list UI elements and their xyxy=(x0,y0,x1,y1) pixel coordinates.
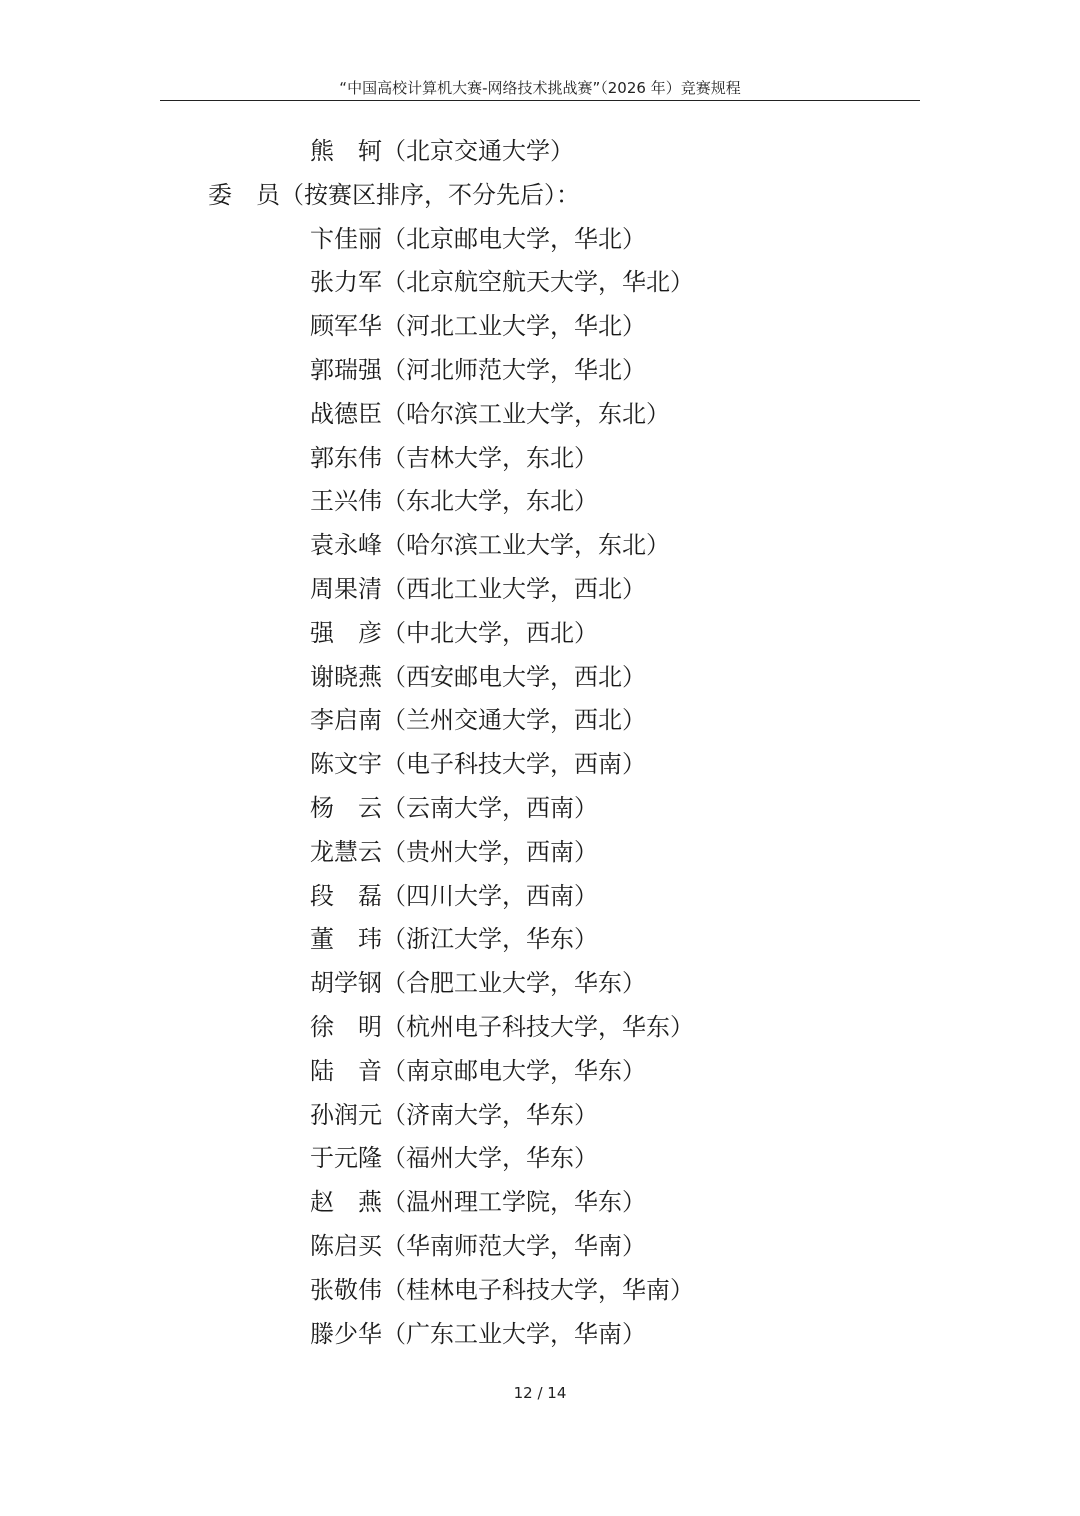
list-item: 强 彦（中北大学，西北） xyxy=(310,618,598,647)
list-item: 顾军华（河北工业大学，华北） xyxy=(310,312,646,341)
list-item: 战德臣（哈尔滨工业大学，东北） xyxy=(310,399,670,428)
list-item: 郭东伟（吉林大学，东北） xyxy=(310,443,598,472)
list-item: 谢晓燕（西安邮电大学，西北） xyxy=(310,662,646,691)
committee-list xyxy=(0,130,1080,1356)
list-item: 袁永峰（哈尔滨工业大学，东北） xyxy=(310,531,670,560)
list-item: 龙慧云（贵州大学，西南） xyxy=(310,837,598,866)
list-item: 孙润元（济南大学，华东） xyxy=(310,1100,598,1129)
list-item: 陈启买（华南师范大学，华南） xyxy=(310,1231,646,1260)
list-item: 陈文宇（电子科技大学，西南） xyxy=(310,750,646,779)
list-item: 赵 燕（温州理工学院，华东） xyxy=(310,1188,646,1217)
header-divider xyxy=(160,100,920,101)
list-item: 段 磊（四川大学，西南） xyxy=(310,881,598,910)
list-item: 徐 明（杭州电子科技大学，华东） xyxy=(310,1012,694,1041)
list-item: 周果清（西北工业大学，西北） xyxy=(310,574,646,603)
list-item: 张力军（北京航空航天大学，华北） xyxy=(310,268,694,297)
list-item: 董 玮（浙江大学，华东） xyxy=(310,925,598,954)
list-item: 胡学钢（合肥工业大学，华东） xyxy=(310,969,646,998)
page-number: 12 / 14 xyxy=(513,1384,567,1402)
list-item: 张敬伟（桂林电子科技大学，华南） xyxy=(310,1275,694,1304)
list-item: 陆 音（南京邮电大学，华东） xyxy=(310,1056,646,1085)
list-item: 李启南（兰州交通大学，西北） xyxy=(310,706,646,735)
page-header-title: “中国高校计算机大赛-网络技术挑战赛”（2026 年）竞赛规程 xyxy=(339,79,741,97)
list-item: 滕少华（广东工业大学，华南） xyxy=(310,1319,646,1348)
list-item: 卞佳丽（北京邮电大学，华北） xyxy=(310,224,646,253)
list-item: 王兴伟（东北大学，东北） xyxy=(310,487,598,516)
list-item: 熊 轲（北京交通大学） xyxy=(310,137,574,165)
list-item: 于元隆（福州大学，华东） xyxy=(310,1144,598,1173)
list-item: 杨 云（云南大学，西南） xyxy=(310,793,598,822)
committee-members-heading: 委 员（按赛区排序，不分先后）： xyxy=(208,180,580,209)
list-item: 郭瑞强（河北师范大学，华北） xyxy=(310,355,646,384)
